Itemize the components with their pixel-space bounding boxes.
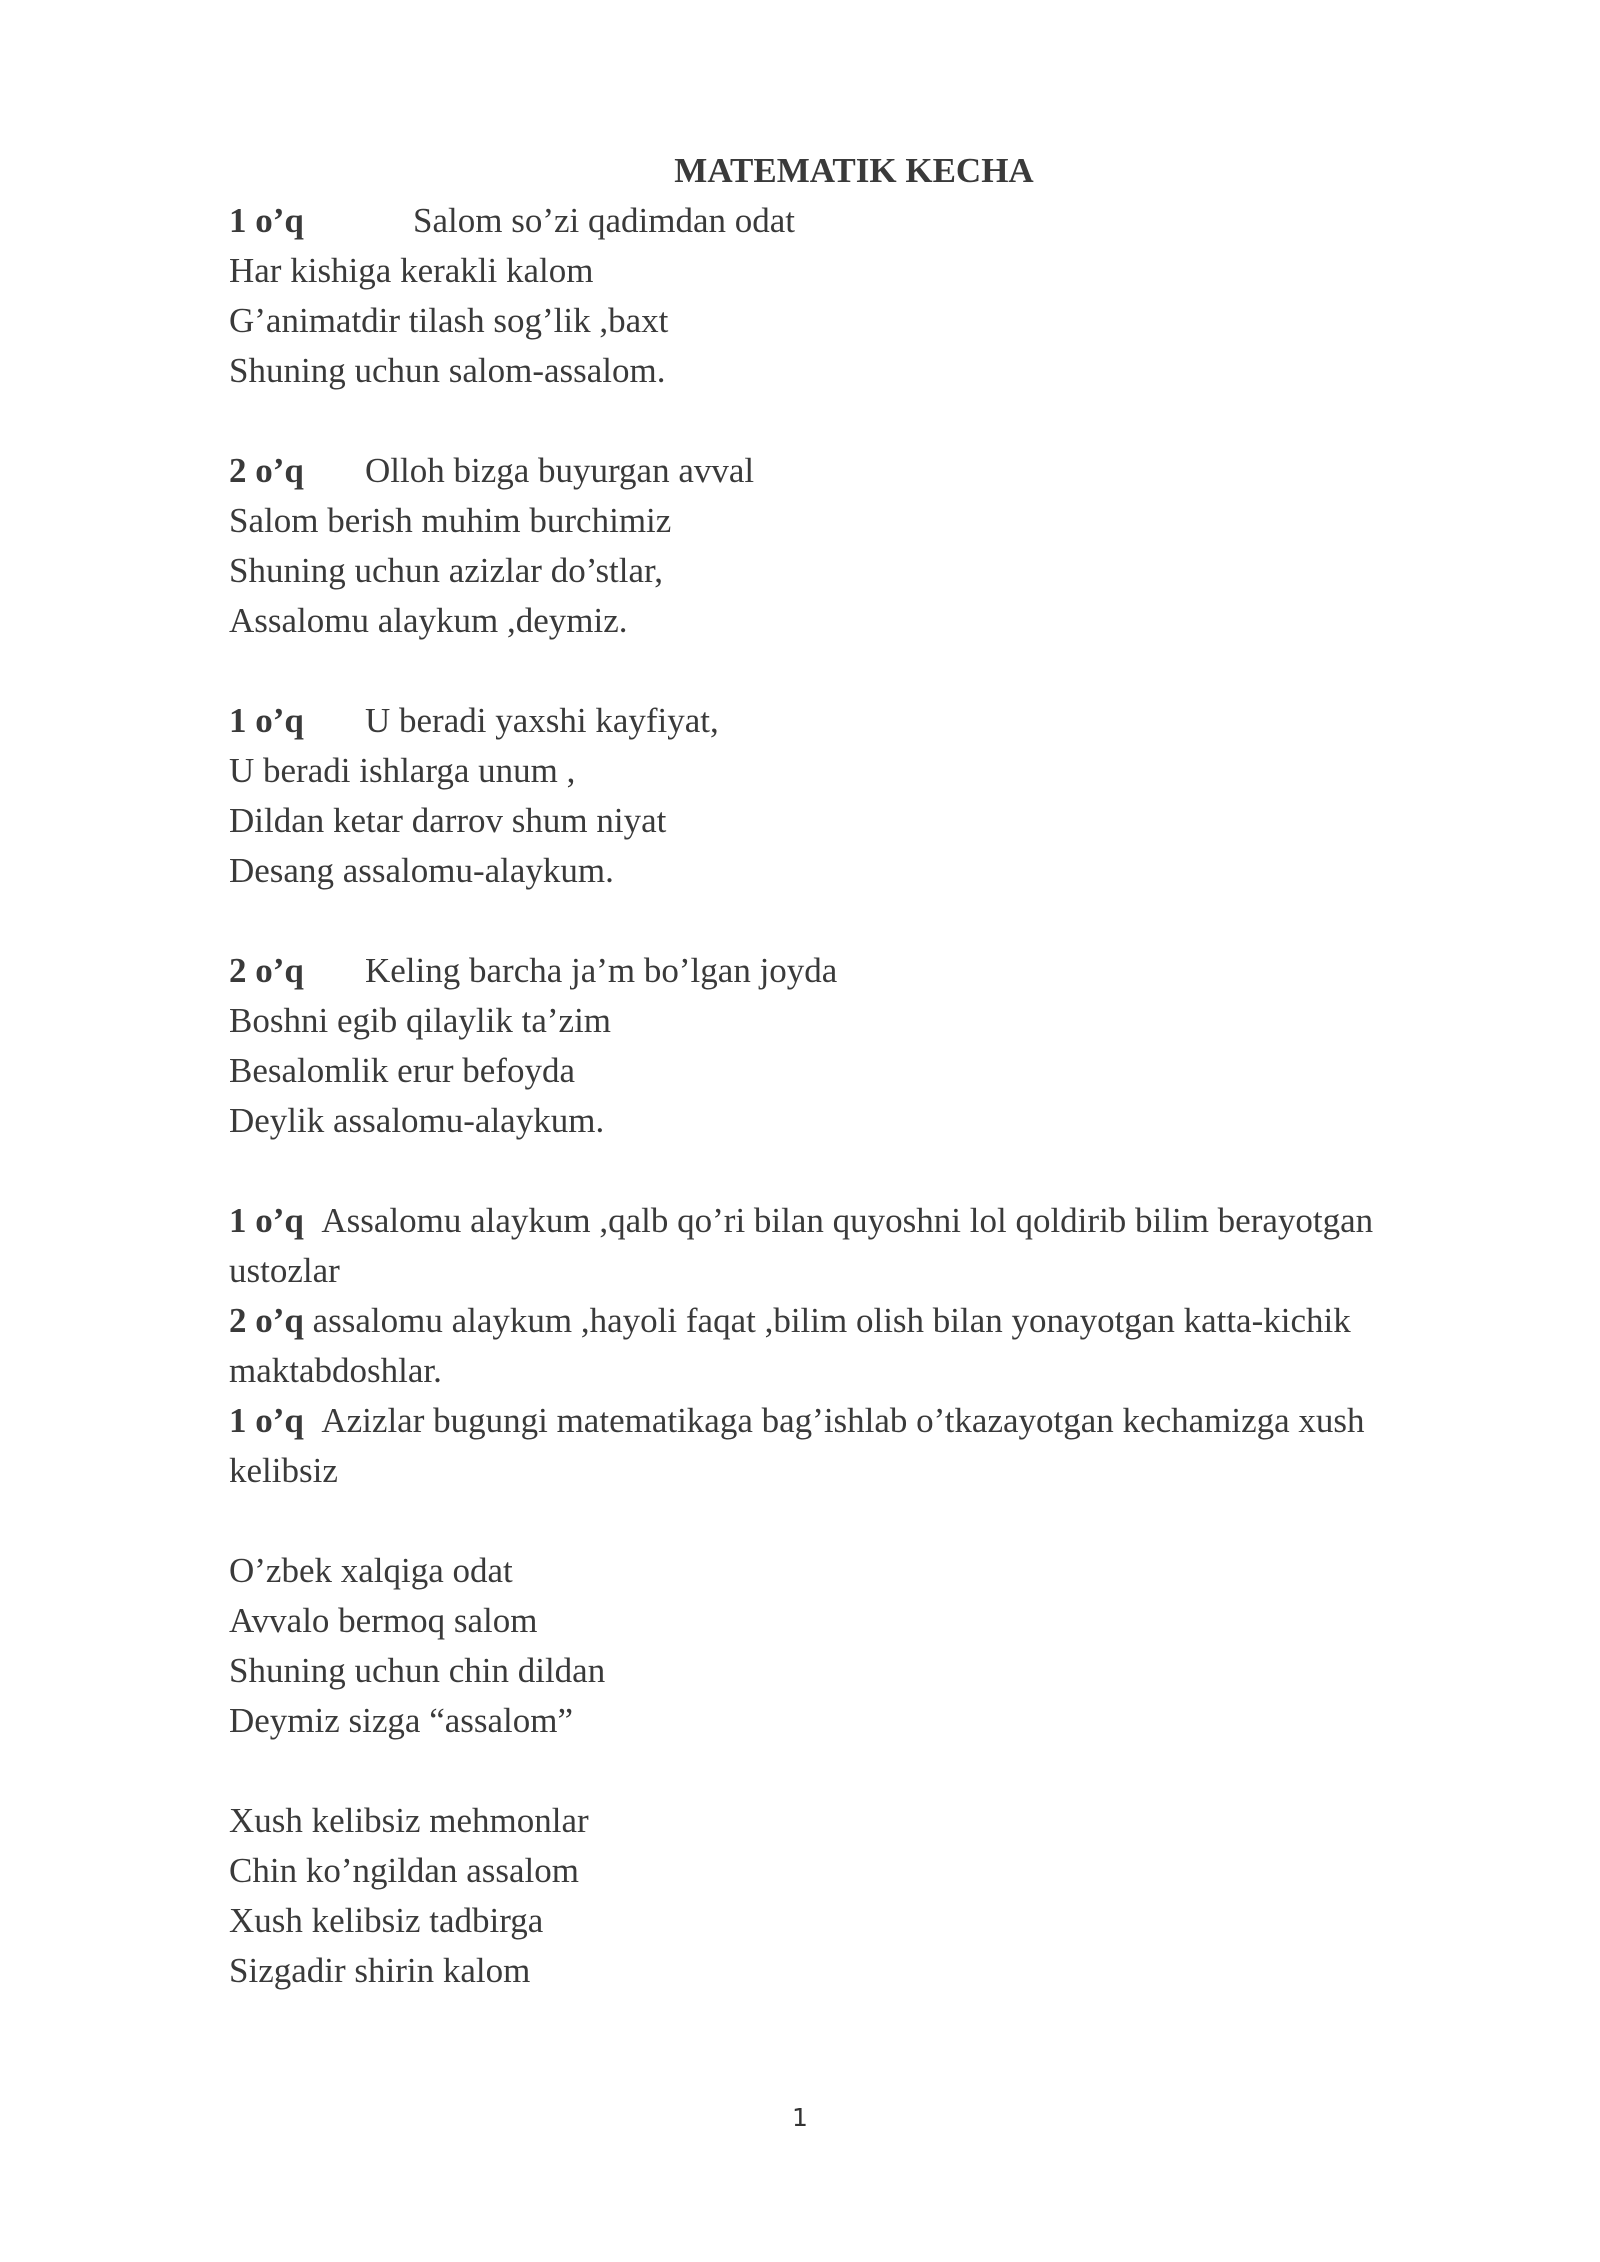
stanza-line: Shuning uchun salom-assalom. bbox=[229, 351, 666, 390]
document-body bbox=[229, 146, 1479, 1996]
stanza-line: Assalomu alaykum ,deymiz. bbox=[229, 601, 628, 640]
verse bbox=[229, 1546, 1479, 1746]
verse-line: Avvalo bermoq salom bbox=[229, 1601, 538, 1640]
blank-line bbox=[229, 1496, 1479, 1546]
page-number: 1 bbox=[792, 2103, 808, 2132]
dialogue-line bbox=[229, 1396, 1479, 1446]
dialogue-line-continued: ustozlar bbox=[229, 1251, 340, 1290]
speaker-label: 1 o’q bbox=[229, 1201, 304, 1240]
verse bbox=[229, 1796, 1479, 1996]
stanza-line: Salom berish muhim burchimiz bbox=[229, 501, 672, 540]
dialogue-text: Azizlar bugungi matematikaga bag’ishlab o’tkazayotgan kechamizga xush bbox=[321, 1401, 1365, 1440]
verse-text: Salom so’zi qadimdan odat bbox=[413, 201, 796, 240]
dialogue-line bbox=[229, 1296, 1479, 1346]
verse-line: O’zbek xalqiga odat bbox=[229, 1551, 513, 1590]
dialogue-block bbox=[229, 1196, 1479, 1496]
stanza bbox=[229, 946, 1479, 1146]
verse-line: Shuning uchun chin dildan bbox=[229, 1651, 606, 1690]
stanza-line: Dildan ketar darrov shum niyat bbox=[229, 801, 667, 840]
verse-line: Deymiz sizga “assalom” bbox=[229, 1701, 574, 1740]
stanza-line bbox=[229, 196, 1479, 246]
stanza-line: Boshni egib qilaylik ta’zim bbox=[229, 1001, 612, 1040]
stanza-line: Shuning uchun azizlar do’stlar, bbox=[229, 551, 664, 590]
blank-line bbox=[229, 396, 1479, 446]
blank-line bbox=[229, 896, 1479, 946]
stanza-line: Besalomlik erur befoyda bbox=[229, 1051, 576, 1090]
stanza bbox=[229, 196, 1479, 396]
stanza-line bbox=[229, 946, 1479, 996]
speaker-label: 1 o’q bbox=[229, 201, 304, 240]
stanza-line: U beradi ishlarga unum , bbox=[229, 751, 576, 790]
blank-line bbox=[229, 1146, 1479, 1196]
blank-line bbox=[229, 646, 1479, 696]
speaker-label: 1 o’q bbox=[229, 701, 304, 740]
document-title: MATEMATIK KECHA bbox=[674, 151, 1034, 190]
speaker-label: 2 o’q bbox=[229, 451, 304, 490]
dialogue-line bbox=[229, 1196, 1479, 1246]
stanza bbox=[229, 696, 1479, 896]
verse-text: Keling barcha ja’m bo’lgan joyda bbox=[365, 951, 838, 990]
verse-text: U beradi yaxshi kayfiyat, bbox=[365, 701, 719, 740]
stanza-line: G’animatdir tilash sog’lik ,baxt bbox=[229, 301, 669, 340]
blank-line bbox=[229, 1746, 1479, 1796]
stanza-line: Har kishiga kerakli kalom bbox=[229, 251, 594, 290]
stanza-line: Deylik assalomu-alaykum. bbox=[229, 1101, 605, 1140]
verse-text: Olloh bizga buyurgan avval bbox=[365, 451, 755, 490]
stanza-line: Desang assalomu-alaykum. bbox=[229, 851, 614, 890]
dialogue-line-continued: kelibsiz bbox=[229, 1451, 338, 1490]
stanza bbox=[229, 446, 1479, 646]
stanza-line bbox=[229, 696, 1479, 746]
verse-line: Xush kelibsiz tadbirga bbox=[229, 1901, 544, 1940]
verse-line: Chin ko’ngildan assalom bbox=[229, 1851, 579, 1890]
stanza-line bbox=[229, 446, 1479, 496]
dialogue-text: assalomu alaykum ,hayoli faqat ,bilim olish bilan yonayotgan katta-kichik bbox=[312, 1301, 1351, 1340]
verse-line: Sizgadir shirin kalom bbox=[229, 1951, 531, 1990]
speaker-label: 1 o’q bbox=[229, 1401, 304, 1440]
speaker-label: 2 o’q bbox=[229, 1301, 304, 1340]
speaker-label: 2 o’q bbox=[229, 951, 304, 990]
dialogue-line-continued: maktabdoshlar. bbox=[229, 1351, 442, 1390]
verse-line: Xush kelibsiz mehmonlar bbox=[229, 1801, 589, 1840]
dialogue-text: Assalomu alaykum ,qalb qo’ri bilan quyoshni lol qoldirib bilim berayotgan bbox=[321, 1201, 1374, 1240]
